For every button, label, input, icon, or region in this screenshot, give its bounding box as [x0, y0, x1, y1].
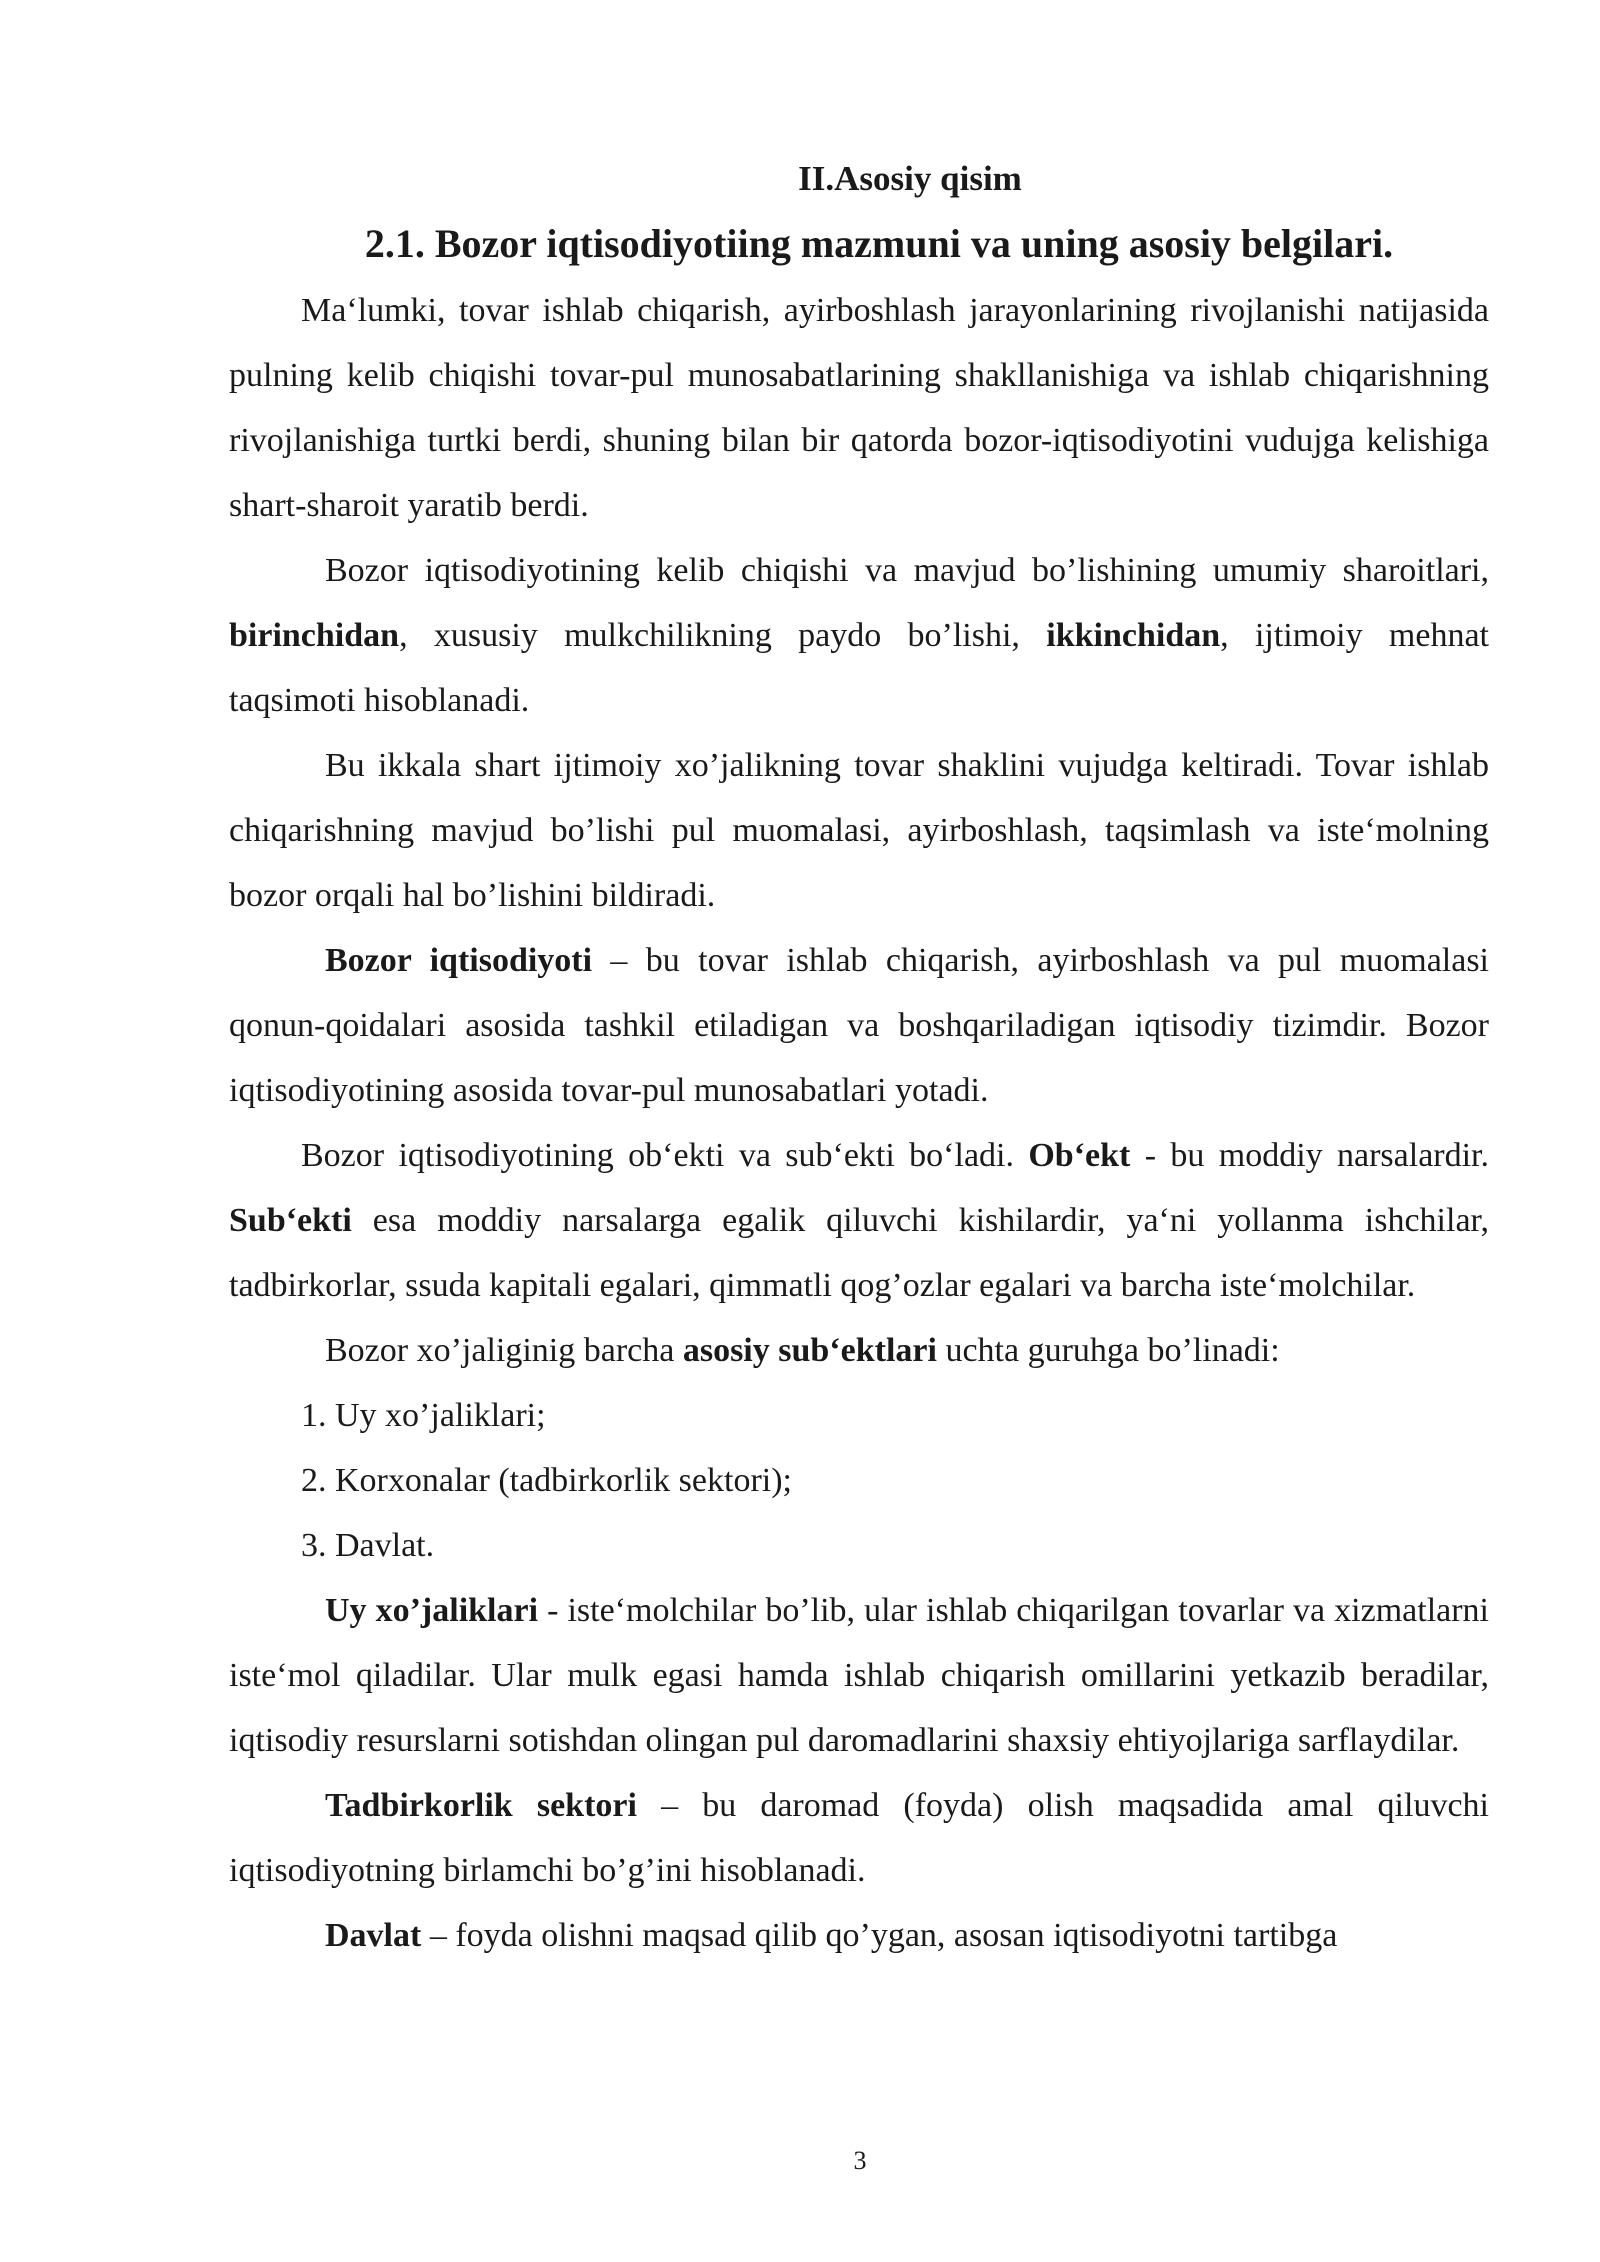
paragraph-subjects-intro: [229, 1318, 1489, 1383]
list-item: 2. Korxonalar (tadbirkorlik sektori);: [301, 1462, 792, 1499]
bold-term: Tadbirkorlik sektori: [325, 1787, 637, 1824]
page-number: 3: [853, 2146, 867, 2175]
text-run: Bozor iqtisodiyotining ob‘ekti va sub‘ekti bo‘ladi.: [301, 1137, 1029, 1174]
text-run: – foyda olishni maqsad qilib qo’ygan, asosan iqtisodiyotni tartibga: [421, 1917, 1338, 1954]
paragraph-intro: Ma‘lumki, tovar ishlab chiqarish, ayirboshlash jarayonlarining rivojlanishi natijasida pulning kelib chiqishi tovar-pul munosabatlarining shakllanishiga va ishlab chiqarishning rivojlanishiga turtki berdi, shuning bilan bir qatorda bozor-iqtisodiyotini vudujga kelishiga shart-sharoit yaratib berdi.: [229, 292, 1489, 524]
text-run: – bu tovar ishlab chiqarish, ayirboshlash va pul muomalasi qonun-qoidalari asosida tashkil etiladigan va boshqariladigan iqtisodiy tizimdir. Bozor iqtisodiyotining asosida tovar-pul munosabatlari yotadi.: [229, 942, 1489, 1109]
text-run: - bu moddiy narsalardir.: [1130, 1137, 1490, 1174]
text-run: esa moddiy narsalarga egalik qiluvchi kishilardir, ya‘ni yollanma ishchilar, tadbirkorlar, ssuda kapitali egalari, qimmatli qog’ozlar egalari va barcha iste‘molchilar.: [229, 1202, 1489, 1304]
section-title: II.Asosiy qisim: [798, 159, 1022, 198]
paragraph-two-conditions: Bu ikkala shart ijtimoiy xo’jalikning tovar shaklini vujudga keltiradi. Tovar ishlab chiqarishning mavjud bo’lishi pul muomalasi, ayirboshlash, taqsimlash va iste‘molning bozor orqali hal bo’lishini bildiradi.: [229, 747, 1489, 914]
paragraph-conditions: [229, 538, 1489, 733]
paragraph-business-sector: [229, 1773, 1489, 1903]
paragraph-state: [229, 1903, 1489, 1968]
list-item: 3. Davlat.: [301, 1527, 435, 1564]
bold-term: Sub‘ekti: [229, 1202, 352, 1239]
bold-term: Uy xo’jaliklari: [325, 1592, 539, 1629]
subsection-title: 2.1. Bozor iqtisodiyotiing mazmuni va uning asosiy belgilari.: [364, 221, 1394, 266]
text-run: Bozor xo’jaliginig barcha: [325, 1332, 683, 1369]
bold-term: Bozor iqtisodiyoti: [325, 942, 593, 979]
bold-term: Ob‘ekt: [1028, 1137, 1131, 1174]
bold-term: asosiy sub‘ektlari: [682, 1332, 937, 1369]
paragraph-households: [229, 1578, 1489, 1773]
text-run: , xususiy mulkchilikning paydo bo’lishi,: [399, 617, 1047, 654]
bold-term: Davlat: [325, 1917, 422, 1954]
text-run: , ijtimoiy mehnat taqsimoti hisoblanadi.: [229, 617, 1489, 719]
paragraph-definition: [229, 928, 1489, 1123]
bold-term: ikkinchidan: [1046, 617, 1221, 654]
text-run: Bozor iqtisodiyotining kelib chiqishi va mavjud bo’lishining umumiy sharoitlari,: [325, 552, 1489, 589]
page-content: [229, 148, 1489, 1968]
text-run: uchta guruhga bo’linadi:: [936, 1332, 1280, 1369]
list-item: 1. Uy xo’jaliklari;: [301, 1397, 546, 1434]
bold-term: birinchidan: [229, 617, 400, 654]
text-run: - iste‘molchilar bo’lib, ular ishlab chiqarilgan tovarlar va xizmatlarni iste‘mol qiladilar. Ular mulk egasi hamda ishlab chiqarish omillarini yetkazib beradilar, iqtisodiy resurslarni sotishdan olingan pul daromadlarini shaxsiy ehtiyojlariga sarflaydilar.: [229, 1592, 1490, 1759]
paragraph-object-subject: [229, 1123, 1489, 1318]
text-run: – bu daromad (foyda) olish maqsadida amal qiluvchi iqtisodiyotning birlamchi bo’g’ini hisoblanadi.: [229, 1787, 1489, 1889]
